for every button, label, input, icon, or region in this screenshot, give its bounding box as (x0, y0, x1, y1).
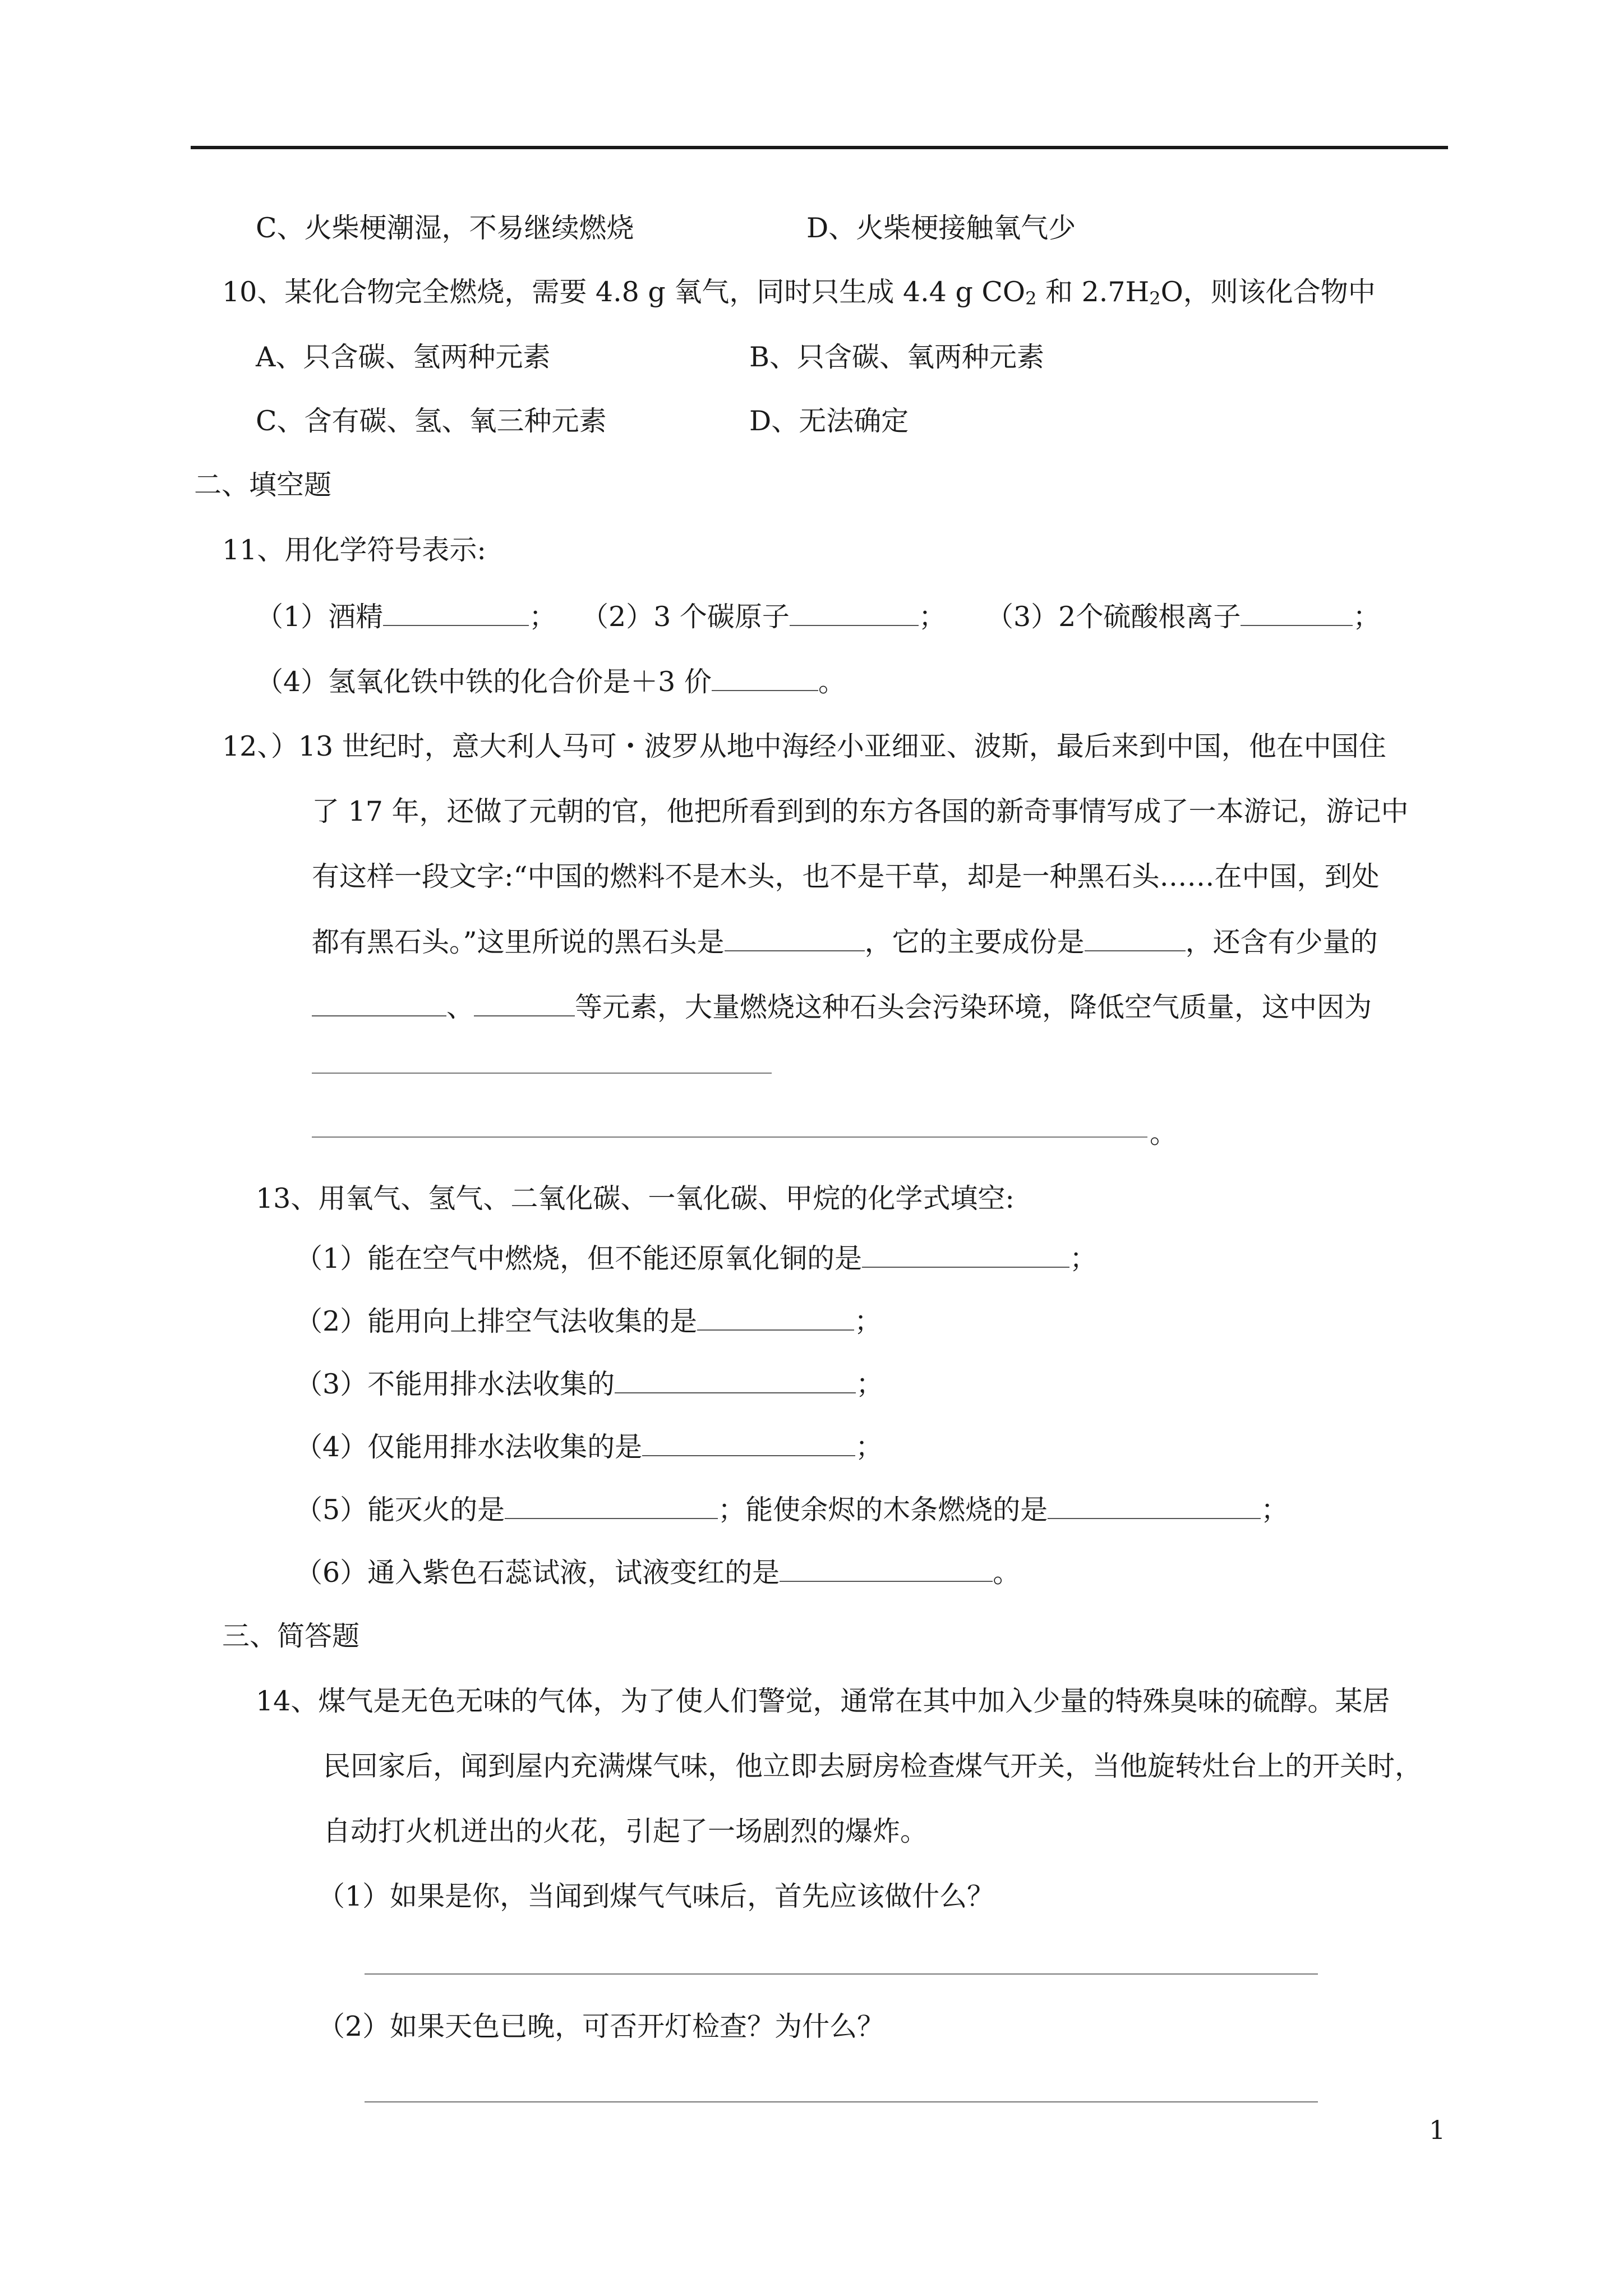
q13-part-1-blank[interactable] (862, 1244, 1069, 1268)
q13-part-5-semicolon: ； (1261, 1494, 1289, 1526)
q12-answer-line-1[interactable] (312, 1073, 772, 1074)
q12-line-4 (312, 928, 1378, 956)
q13-stem: 13、用氧气、氢气、二氧化碳、一氧化碳、甲烷的化学式填空: (256, 1182, 1015, 1214)
q11-part-2-semicolon: ； (918, 601, 946, 633)
q14-line-2: 民回家后，闻到屋内充满煤气味，他立即去厨房检查煤气开关，当他旋转灶台上的开关时， (323, 1750, 1423, 1782)
q13-part-5-blank-1[interactable] (505, 1496, 718, 1519)
q11-part-4 (256, 668, 846, 696)
q12-line-1: 12、）13 世纪时，意大利人马可・波罗从地中海经小亚细亚、波斯，最后来到中国，他在中国住 (222, 730, 1386, 762)
q13-part-5-blank-2[interactable] (1048, 1496, 1261, 1519)
header-rule (191, 146, 1448, 149)
q13-part-3 (295, 1370, 883, 1398)
q11-part-3 (986, 602, 1380, 631)
q11-part-4-blank[interactable] (712, 668, 818, 691)
q11-part-1 (256, 602, 556, 631)
q11-part-2 (581, 602, 946, 631)
q10-stem (222, 278, 1376, 307)
q10-option-a: A、只含碳、氢两种元素 (256, 341, 551, 373)
q12-line-2: 了 17 年，还做了元朝的官，他把所看到到的东方各国的新奇事情写成了一本游记，游记中 (312, 795, 1409, 827)
section-3-title: 三、简答题 (222, 1620, 360, 1652)
q14-line-1: 14、煤气是无色无味的气体，为了使人们警觉，通常在其中加入少量的特殊臭味的硫醇。某居 (256, 1685, 1390, 1717)
q10-stem-part2: 和 2.7H (1036, 276, 1150, 308)
q11-part-3-semicolon: ； (1353, 601, 1381, 633)
q11-part-1-blank[interactable] (383, 602, 529, 626)
q13-part-3-label: （3）不能用排水法收集的 (295, 1368, 615, 1400)
q12-answer-line-2[interactable] (312, 1137, 1147, 1138)
q13-part-4-blank[interactable] (642, 1433, 855, 1456)
q12-element-blank-1[interactable] (312, 993, 446, 1016)
q13-part-4 (295, 1433, 883, 1461)
q13-part-4-semicolon: ； (855, 1431, 883, 1463)
q11-part-1-semicolon: ； (529, 601, 557, 633)
q13-part-5 (295, 1496, 1288, 1524)
q11-part-2-label: （2）3 个碳原子 (581, 601, 790, 633)
q10-co2-subscript: 2 (1025, 288, 1037, 309)
q13-part-6-blank[interactable] (780, 1558, 993, 1582)
q11-part-3-label: （3）2个硫酸根离子 (986, 601, 1241, 633)
q14-part-2: （2）如果天色已晚，可否开灯检查？为什么？ (317, 2010, 885, 2042)
page-number: 1 (1429, 2115, 1446, 2145)
q12-line-5 (312, 993, 1372, 1021)
q12-line-5-part: 等元素，大量燃烧这种石头会污染环境，降低空气质量，这中因为 (575, 991, 1372, 1023)
q10-option-b: B、只含碳、氧两种元素 (749, 341, 1045, 373)
q13-part-4-label: （4）仅能用排水法收集的是 (295, 1431, 643, 1463)
q14-part-2-answer-line[interactable] (365, 2101, 1318, 2102)
q13-part-6-period: 。 (993, 1557, 1021, 1589)
q13-part-3-semicolon: ； (856, 1368, 884, 1400)
q13-part-1-semicolon: ； (1069, 1243, 1098, 1274)
q13-part-3-blank[interactable] (615, 1370, 856, 1393)
q14-part-1: （1）如果是你，当闻到煤气气味后，首先应该做什么？ (317, 1880, 995, 1912)
q13-part-6-label: （6）通入紫色石蕊试液，试液变红的是 (295, 1557, 780, 1589)
q12-end-period: 。 (1150, 1117, 1178, 1149)
q11-part-3-blank[interactable] (1241, 602, 1353, 626)
q9-option-c: C、火柴梗潮湿，不易继续燃烧 (256, 212, 634, 244)
q10-option-c: C、含有碳、氢、氧三种元素 (256, 405, 607, 437)
q12-line-4-part3: ，还含有少量的 (1185, 926, 1378, 958)
q11-part-2-blank[interactable] (790, 602, 919, 626)
q12-black-stone-blank[interactable] (725, 928, 865, 951)
q13-part-5-label-2: ；能使余烬的木条燃烧的是 (718, 1494, 1048, 1526)
q13-part-2 (295, 1307, 882, 1335)
q9-option-d: D、火柴梗接触氧气少 (806, 212, 1076, 244)
q13-part-1 (295, 1244, 1097, 1272)
section-2-title: 二、填空题 (194, 469, 332, 501)
q13-part-1-label: （1）能在空气中燃烧，但不能还原氧化铜的是 (295, 1243, 863, 1274)
q12-line-4-part2: ，它的主要成份是 (864, 926, 1085, 958)
q13-part-2-semicolon: ； (854, 1305, 882, 1337)
q12-line-3: 有这样一段文字:“中国的燃料不是木头，也不是干草，却是一种黑石头……在中国，到处 (312, 861, 1380, 892)
q11-part-4-period: 。 (818, 666, 846, 698)
q12-element-blank-2[interactable] (474, 993, 575, 1016)
q14-part-1-answer-line[interactable] (365, 1973, 1318, 1975)
q13-part-2-blank[interactable] (697, 1307, 854, 1331)
q11-part-1-label: （1）酒精 (256, 601, 384, 633)
q10-h2o-subscript: 2 (1149, 288, 1161, 309)
q13-part-5-label: （5）能灭火的是 (295, 1494, 505, 1526)
q12-main-component-blank[interactable] (1085, 928, 1186, 951)
q11-stem: 11、用化学符号表示: (222, 534, 486, 566)
q12-line-5-separator: 、 (446, 991, 474, 1023)
q14-line-3: 自动打火机迸出的火花，引起了一场剧烈的爆炸。 (323, 1815, 928, 1847)
q12-line-4-part1: 都有黑石头。”这里所说的黑石头是 (312, 926, 725, 958)
q10-stem-part1: 10、某化合物完全燃烧，需要 4.8 g 氧气，同时只生成 4.4 g CO (222, 276, 1026, 308)
q13-part-6 (295, 1557, 1021, 1589)
q11-part-4-label: （4）氢氧化铁中铁的化合价是＋3 价 (256, 666, 712, 698)
q10-stem-part3: O，则该化合物中 (1160, 276, 1376, 308)
q13-part-2-label: （2）能用向上排空气法收集的是 (295, 1305, 698, 1337)
q10-option-d: D、无法确定 (749, 405, 909, 437)
